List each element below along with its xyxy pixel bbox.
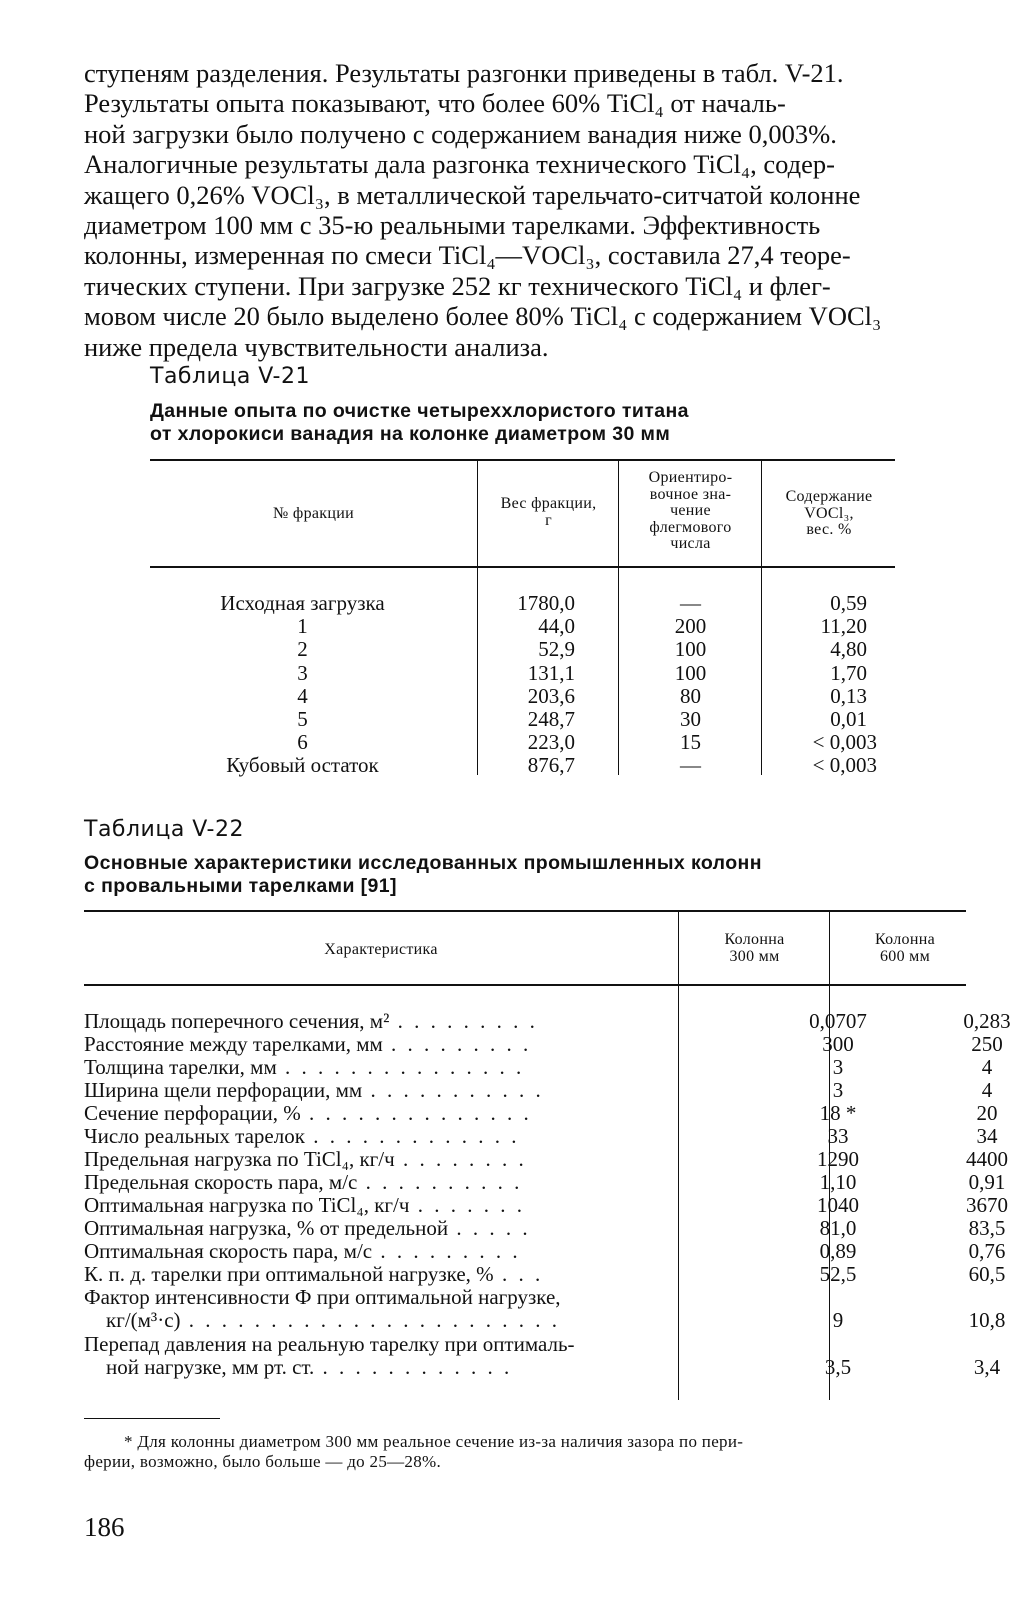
- row-label: [84, 1217, 531, 1240]
- cell-reflux: 80: [680, 684, 701, 708]
- value-300: 9: [832, 1308, 844, 1332]
- row-label-text: Толщина тарелки, мм: [84, 1055, 277, 1079]
- col-header-content: [763, 489, 895, 539]
- col-header-column-600: [831, 932, 979, 965]
- cell-weight: 223,0: [527, 730, 575, 754]
- col-header-column-600-line: 600 мм: [879, 947, 931, 965]
- row-label: Фактор интенсивности Ф при оптимальной нагрузке,: [84, 1285, 561, 1309]
- leader-dots: . . . . .: [448, 1216, 531, 1240]
- row-label: [84, 1125, 519, 1148]
- value-300: 300: [822, 1032, 854, 1056]
- value-300: 1,10: [819, 1170, 857, 1194]
- value-300: 52,5: [819, 1262, 857, 1286]
- row-label: [84, 1102, 532, 1125]
- table-21-top-rule: [150, 459, 895, 461]
- value-300: 0,0707: [809, 1009, 867, 1033]
- table-21-title-line: Данные опыта по очистке четыреххлористого титана: [150, 400, 689, 422]
- page-number: 186: [84, 1512, 125, 1542]
- footnote-rule: [84, 1418, 220, 1419]
- cell-weight: 1780,0: [517, 591, 575, 615]
- table-row: [84, 1033, 1004, 1056]
- footnote: [84, 1432, 984, 1472]
- table-row: [84, 1171, 1004, 1194]
- cell-weight: 44,0: [538, 614, 575, 638]
- cell-content: 0,59: [830, 591, 867, 615]
- cell-fraction: 3: [297, 661, 308, 685]
- row-label: [84, 1079, 544, 1102]
- leader-dots: . . . . . . . . . . .: [362, 1078, 544, 1102]
- cell-reflux: 100: [674, 661, 707, 685]
- table-row: [84, 1240, 1004, 1263]
- leader-dots: . . . . . . . . .: [372, 1239, 521, 1263]
- leader-dots: . . . . . . . . . . . . .: [304, 1124, 520, 1148]
- value-600: 20: [976, 1101, 998, 1125]
- cell-fraction: 1: [297, 614, 308, 638]
- table-row: [84, 1286, 1004, 1309]
- table-22-header-rule: [84, 984, 966, 986]
- value-600: 0,91: [968, 1170, 1006, 1194]
- col-header-weight-line: Вес фракции,: [500, 495, 597, 512]
- table-22-top-rule: [84, 910, 966, 912]
- table-row: [84, 1056, 1004, 1079]
- row-label: [84, 1056, 524, 1079]
- table-22-caption: Таблица V-22: [84, 817, 244, 842]
- cell-reflux: —: [680, 591, 701, 615]
- paragraph-line: жащего 0,26% VOCl₃, в металлической тарельчато-ситчатой колонне: [84, 179, 861, 210]
- col-header-reflux-line: флегмового: [649, 518, 732, 536]
- value-600: 3670: [966, 1193, 1008, 1217]
- value-300: 81,0: [819, 1216, 857, 1240]
- cell-reflux: 30: [680, 707, 701, 731]
- value-600: 0,283: [963, 1009, 1011, 1033]
- cell-fraction: Исходная загрузка: [220, 591, 385, 615]
- cell-weight: 876,7: [527, 753, 575, 777]
- row-label: [84, 1148, 527, 1171]
- value-600: 0,76: [968, 1239, 1006, 1263]
- cell-content: < 0,003: [812, 753, 877, 777]
- paragraph-line: диаметром 100 мм с 35-ю реальными тарелками. Эффективность: [84, 210, 821, 241]
- cell-reflux: —: [680, 753, 701, 777]
- table-22-title: [84, 852, 762, 898]
- value-300: 0,89: [819, 1239, 857, 1263]
- table-21-title-line: от хлорокиси ванадия на колонке диаметром 30 мм: [150, 423, 671, 445]
- cell-fraction: 2: [297, 637, 308, 661]
- row-label-text: Сечение перфорации, %: [84, 1101, 301, 1125]
- leader-dots: . . .: [493, 1262, 544, 1286]
- cell-reflux: 200: [674, 614, 707, 638]
- leader-dots: . . . . . . .: [409, 1193, 525, 1217]
- table-21-divider: [477, 461, 478, 775]
- cell-content: 11,20: [820, 614, 867, 638]
- table-row: [84, 1125, 1004, 1148]
- cell-fraction: 4: [297, 684, 308, 708]
- value-300: 3: [832, 1078, 844, 1102]
- leader-dots: . . . . . . . .: [394, 1147, 527, 1171]
- cell-weight: 203,6: [527, 684, 575, 708]
- value-600: 10,8: [968, 1308, 1006, 1332]
- col-header-column-300-line: 300 мм: [729, 947, 780, 965]
- paragraph-line: ниже предела чувствительности анализа.: [84, 331, 549, 362]
- cell-weight: 248,7: [527, 707, 575, 731]
- col-header-reflux: [620, 470, 761, 553]
- leader-dots: . . . . . . . . .: [389, 1009, 538, 1033]
- cell-content: < 0,003: [812, 730, 877, 754]
- row-label-text: Ширина щели перфорации, мм: [84, 1078, 363, 1102]
- leader-dots: . . . . . . . . . . . .: [314, 1355, 513, 1379]
- col-header-fraction: № фракции: [273, 505, 354, 522]
- cell-fraction: 5: [297, 707, 308, 731]
- col-header-weight: [479, 496, 618, 529]
- table-row: [84, 1263, 1004, 1286]
- leader-dots: . . . . . . . . . . . . . .: [300, 1101, 532, 1125]
- row-label-text: Оптимальная нагрузка по TiCl₄, кг/ч: [84, 1193, 410, 1217]
- row-label: [84, 1263, 543, 1286]
- body-paragraph: [84, 58, 986, 362]
- row-label-text: Число реальных тарелок: [84, 1124, 305, 1148]
- col-header-reflux-line: числа: [670, 535, 711, 552]
- col-header-reflux-line: Ориентиро-: [648, 469, 733, 486]
- value-600: 4400: [966, 1147, 1008, 1171]
- col-header-column-300-line: Колонна: [724, 931, 785, 948]
- cell-fraction: 6: [297, 730, 308, 754]
- value-300: 3,5: [824, 1355, 852, 1379]
- row-label-text: Оптимальная нагрузка, % от предельной: [84, 1216, 449, 1240]
- leader-dots: . . . . . . . . .: [382, 1032, 532, 1056]
- cell-reflux: 100: [674, 637, 707, 661]
- row-label-text: К. п. д. тарелки при оптимальной нагрузке, %: [84, 1262, 494, 1286]
- table-21-divider: [618, 461, 619, 775]
- col-header-content-line: вес. %: [806, 521, 852, 538]
- leader-dots: . . . . . . . . . . . . . . .: [276, 1055, 525, 1079]
- table-row: [84, 1193, 1008, 1217]
- paragraph-line: ной загрузки было получено с содержанием ванадия ниже 0,003%.: [84, 118, 837, 149]
- footnote-line: * Для колонны диаметром 300 мм реальное сечение из-за наличия зазора по пери-: [124, 1432, 744, 1451]
- row-label: [106, 1309, 560, 1332]
- row-label-text: Оптимальная скорость пара, м/с: [84, 1239, 373, 1263]
- paragraph-line: мовом числе 20 было выделено более 80% TiCl₄ с содержанием VOCl₃: [84, 301, 882, 332]
- value-300: 33: [827, 1124, 849, 1148]
- table-row: [84, 1102, 1004, 1125]
- cell-weight: 52,9: [538, 637, 575, 661]
- value-600: 83,5: [968, 1216, 1006, 1240]
- row-label: [84, 1010, 538, 1033]
- cell-content: 0,01: [830, 707, 867, 731]
- paragraph-line: колонны, измеренная по смеси TiCl₄—VOCl₃, составила 27,4 теоре-: [84, 240, 851, 271]
- row-label: [84, 1240, 521, 1263]
- col-header-characteristic: Характеристика: [324, 941, 438, 958]
- row-label-text: Площадь поперечного сечения, м²: [84, 1009, 390, 1033]
- table-21-title: [150, 400, 689, 446]
- table-row-continued: [84, 1309, 1004, 1332]
- table-21-caption: Таблица V-21: [150, 364, 310, 389]
- col-header-reflux-line: чение: [670, 502, 711, 519]
- cell-content: 1,70: [830, 661, 867, 685]
- paragraph-line: Аналогичные результаты дала разгонка технического TiCl₄, содер-: [84, 149, 835, 180]
- table-21-header-rule: [150, 566, 895, 568]
- cell-weight: 131,1: [527, 661, 575, 685]
- table-row: [84, 1333, 1004, 1356]
- paragraph-line: Результаты опыта показывают, что более 60% TiCl₄ от началь-: [84, 88, 786, 119]
- value-600: 3,4: [973, 1355, 1001, 1379]
- table-row: [84, 1079, 1004, 1102]
- col-header-content-line: VOCl₃,: [804, 504, 854, 522]
- col-header-weight-line: г: [545, 511, 552, 529]
- value-600: 60,5: [968, 1262, 1006, 1286]
- row-label: [84, 1194, 525, 1217]
- value-600: 250: [971, 1032, 1003, 1056]
- col-header-reflux-line: вочное зна-: [649, 485, 732, 503]
- row-label-text: кг/(м³·с): [106, 1308, 181, 1332]
- row-label: Перепад давления на реальную тарелку при оптималь-: [84, 1332, 575, 1356]
- col-header-column-300: [680, 932, 829, 965]
- table-row: [84, 1147, 1008, 1171]
- cell-content: 4,80: [830, 637, 867, 661]
- table-22-title-line: Основные характеристики исследованных промышленных колонн: [84, 852, 762, 874]
- row-label-text: Расстояние между тарелками, мм: [84, 1032, 383, 1056]
- value-600: 4: [981, 1055, 993, 1079]
- value-300: 1040: [817, 1193, 859, 1217]
- table-22-title-line: с провальными тарелками [91]: [84, 875, 397, 897]
- table-row-continued: [84, 1356, 1004, 1379]
- value-300: 1290: [817, 1147, 859, 1171]
- value-600: 4: [981, 1078, 993, 1102]
- paragraph-line: тических ступени. При загрузке 252 кг технического TiCl₄ и флег-: [84, 270, 831, 301]
- row-label-text: Предельная скорость пара, м/с: [84, 1170, 358, 1194]
- col-header-content-line: Содержание: [785, 488, 873, 505]
- cell-content: 0,13: [830, 684, 867, 708]
- row-label: [84, 1033, 531, 1056]
- leader-dots: . . . . . . . . . .: [357, 1170, 523, 1194]
- value-300: 3: [832, 1055, 844, 1079]
- paragraph-line: ступеням разделения. Результаты разгонки приведены в табл. V-21.: [84, 58, 844, 88]
- cell-reflux: 15: [680, 730, 701, 754]
- table-row: [84, 1009, 1011, 1033]
- row-label: [84, 1171, 522, 1194]
- table-row: [84, 1217, 1004, 1240]
- col-header-column-600-line: Колонна: [875, 931, 935, 948]
- table-21-divider: [761, 461, 762, 775]
- footnote-line: ферии, возможно, было больше — до 25—28%.: [84, 1452, 442, 1471]
- row-label: [106, 1356, 512, 1379]
- value-600: 34: [976, 1124, 998, 1148]
- cell-fraction: Кубовый остаток: [226, 753, 379, 777]
- value-300: 18 *: [819, 1101, 857, 1125]
- leader-dots: . . . . . . . . . . . . . . . . . . . . . . .: [180, 1308, 561, 1332]
- row-label-text: ной нагрузке, мм рт. ст.: [106, 1355, 315, 1379]
- row-label-text: Предельная нагрузка по TiCl₄, кг/ч: [84, 1147, 395, 1171]
